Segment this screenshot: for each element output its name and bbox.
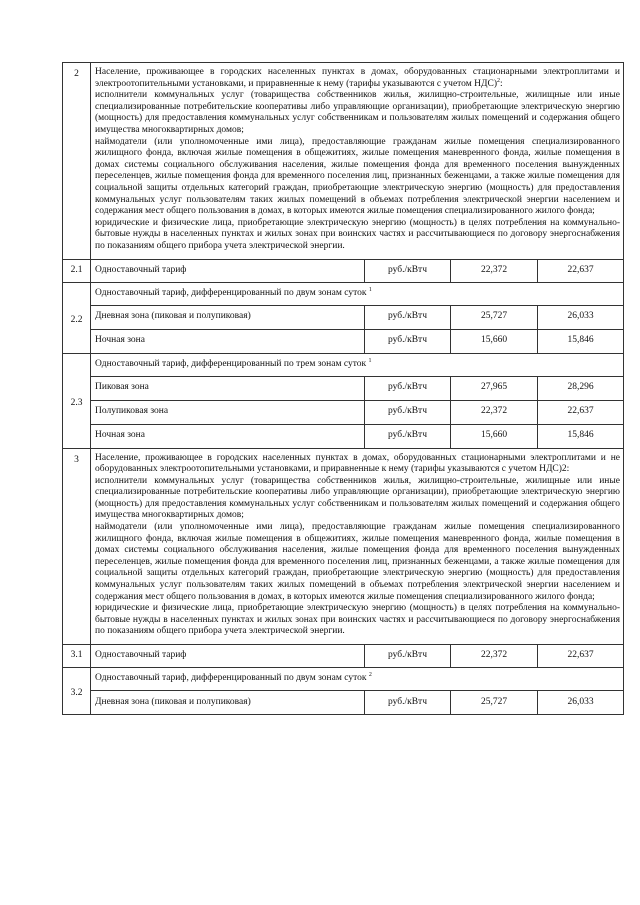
- value-cell-2: 26,033: [538, 305, 624, 329]
- unit-cell: руб./кВтч: [365, 400, 451, 424]
- unit-cell: руб./кВтч: [365, 329, 451, 353]
- tariff-group-title: Одноставочный тариф, дифференцированный по двум зонам суток $^1$: [91, 282, 624, 305]
- category-intro: Население, проживающее в городских населенных пунктах в домах, оборудованных стационарными электроплитами и не оборудованных электроотопительными установками, и приравненные к нему (тарифы указываются с учетом НДС)2:: [95, 452, 620, 475]
- zone-name: Ночная зона: [91, 424, 365, 448]
- row-number: 3: [63, 448, 91, 645]
- zone-name: Дневная зона (пиковая и полупиковая): [91, 691, 365, 715]
- unit-cell: руб./кВтч: [365, 376, 451, 400]
- zone-name: Дневная зона (пиковая и полупиковая): [91, 305, 365, 329]
- unit-cell: руб./кВтч: [365, 691, 451, 715]
- tariff-name: Одноставочный тариф: [91, 645, 365, 668]
- tariff-name: Одноставочный тариф: [91, 259, 365, 282]
- value-cell-1: 22,372: [451, 400, 538, 424]
- tariff-group-title: Одноставочный тариф, дифференцированный по трем зонам суток $^1$: [91, 353, 624, 376]
- value-cell-1: 22,372: [451, 259, 538, 282]
- table-row-2-1: [63, 259, 624, 282]
- category-paragraph-3: юридические и физические лица, приобретающие электрическую энергию (мощность) в целях потребления на коммунально-бытовые нужды в населенных пунктах и жилых зонах при воинских частях и рассчитывающиеся по договору энергоснабжения по показаниям общего прибора учета электрической энергии.: [95, 603, 620, 637]
- unit-cell: руб./кВтч: [365, 305, 451, 329]
- value-cell-2: 22,637: [538, 400, 624, 424]
- category-intro: Население, проживающее в городских населенных пунктах в домах, оборудованных стационарными электроплитами и электроотопительными установками, и приравненные к нему (тарифы указываются с учетом НДС)$^2$:: [95, 67, 620, 89]
- unit-cell: руб./кВтч: [365, 645, 451, 668]
- unit-cell: руб./кВтч: [365, 259, 451, 282]
- value-cell-1: 22,372: [451, 645, 538, 668]
- value-cell-2: 28,296: [538, 376, 624, 400]
- value-cell-2: 26,033: [538, 691, 624, 715]
- row-number: 2: [63, 63, 91, 260]
- tariff-table: [62, 62, 624, 715]
- table-row: [63, 305, 624, 329]
- value-cell-1: 15,660: [451, 424, 538, 448]
- category-paragraph-2: наймодатели (или уполномоченные ими лица), предоставляющие гражданам жилые помещения специализированного жилищного фонда, включая жилые помещения в общежитиях, жилые помещения маневренного фонда, жилые помещения в домах системы социального обслуживания населения, жилые помещения фонда для временного поселения вынужденных переселенцев, жилые помещения фонда для временного поселения лиц, признанных беженцами, а также жилые помещения для социальной защиты отдельных категорий граждан, приобретающие электрическую энергию (мощность) для предоставления коммунальных услуг пользователям таких жилых помещений в объемах потребления электрической энергии населением и содержания мест общего пользования в домах, в которых имеются жилые помещения специализированного жилого фонда;: [95, 522, 620, 602]
- value-cell-1: 25,727: [451, 691, 538, 715]
- row-number: 2.1: [63, 259, 91, 282]
- value-cell-2: 22,637: [538, 645, 624, 668]
- value-cell-2: 15,846: [538, 424, 624, 448]
- row-number: 3.1: [63, 645, 91, 668]
- row-description: [91, 448, 624, 645]
- category-paragraph-1: исполнители коммунальных услуг (товарищества собственников жилья, жилищно-строительные, жилищные или иные специализированные потребительские кооперативы либо управляющие организации), приобретающие электрическую энергию (мощность) для предоставления коммунальных услуг собственникам и пользователям жилых помещений и содержания общего имущества многоквартирных домов;: [95, 475, 620, 521]
- row-description: [91, 63, 624, 260]
- table-row: [63, 400, 624, 424]
- table-row-3-2: [63, 668, 624, 691]
- category-paragraph-2: наймодатели (или уполномоченные ими лица), предоставляющие гражданам жилые помещения специализированного жилищного фонда, включая жилые помещения в общежитиях, жилые помещения маневренного фонда, жилые помещения в домах системы социального обслуживания населения, жилые помещения фонда для временного поселения вынужденных переселенцев, жилые помещения фонда для временного поселения лиц, признанных беженцами, а также жилые помещения для социальной защиты отдельных категорий граждан, приобретающие электрическую энергию (мощность) для предоставления коммунальных услуг пользователям таких жилых помещений в объемах потребления электрической энергии населением и содержания мест общего пользования в домах, в которых имеются жилые помещения специализированного жилого фонда;: [95, 136, 620, 217]
- row-number: 2.2: [63, 282, 91, 353]
- table-row-3: [63, 448, 624, 645]
- table-row-3-1: [63, 645, 624, 668]
- value-cell-1: 15,660: [451, 329, 538, 353]
- category-paragraph-1: исполнители коммунальных услуг (товарищества собственников жилья, жилищно-строительные, жилищные или иные специализированные потребительские кооперативы либо управляющие организации), приобретающие электрическую энергию (мощность) для предоставления коммунальных услуг собственникам и пользователям жилых помещений и содержания общего имущества многоквартирных домов;: [95, 90, 620, 135]
- table-row-2-2: [63, 282, 624, 305]
- table-row-2-3: [63, 353, 624, 376]
- table-row-2: [63, 63, 624, 260]
- category-paragraph-3: юридические и физические лица, приобретающие электрическую энергию (мощность) в целях потребления на коммунально-бытовые нужды в населенных пунктах и жилых зонах при воинских частях и рассчитывающиеся по договору энергоснабжения по показаниям общего прибора учета электрической энергии.: [95, 217, 620, 251]
- row-number: 3.2: [63, 668, 91, 715]
- value-cell-2: 15,846: [538, 329, 624, 353]
- tariff-group-title: Одноставочный тариф, дифференцированный по двум зонам суток $^2$: [91, 668, 624, 691]
- zone-name: Ночная зона: [91, 329, 365, 353]
- zone-name: Полупиковая зона: [91, 400, 365, 424]
- value-cell-2: 22,637: [538, 259, 624, 282]
- table-row: [63, 691, 624, 715]
- table-row: [63, 376, 624, 400]
- unit-cell: руб./кВтч: [365, 424, 451, 448]
- value-cell-1: 25,727: [451, 305, 538, 329]
- table-row: [63, 329, 624, 353]
- table-row: [63, 424, 624, 448]
- zone-name: Пиковая зона: [91, 376, 365, 400]
- value-cell-1: 27,965: [451, 376, 538, 400]
- row-number: 2.3: [63, 353, 91, 448]
